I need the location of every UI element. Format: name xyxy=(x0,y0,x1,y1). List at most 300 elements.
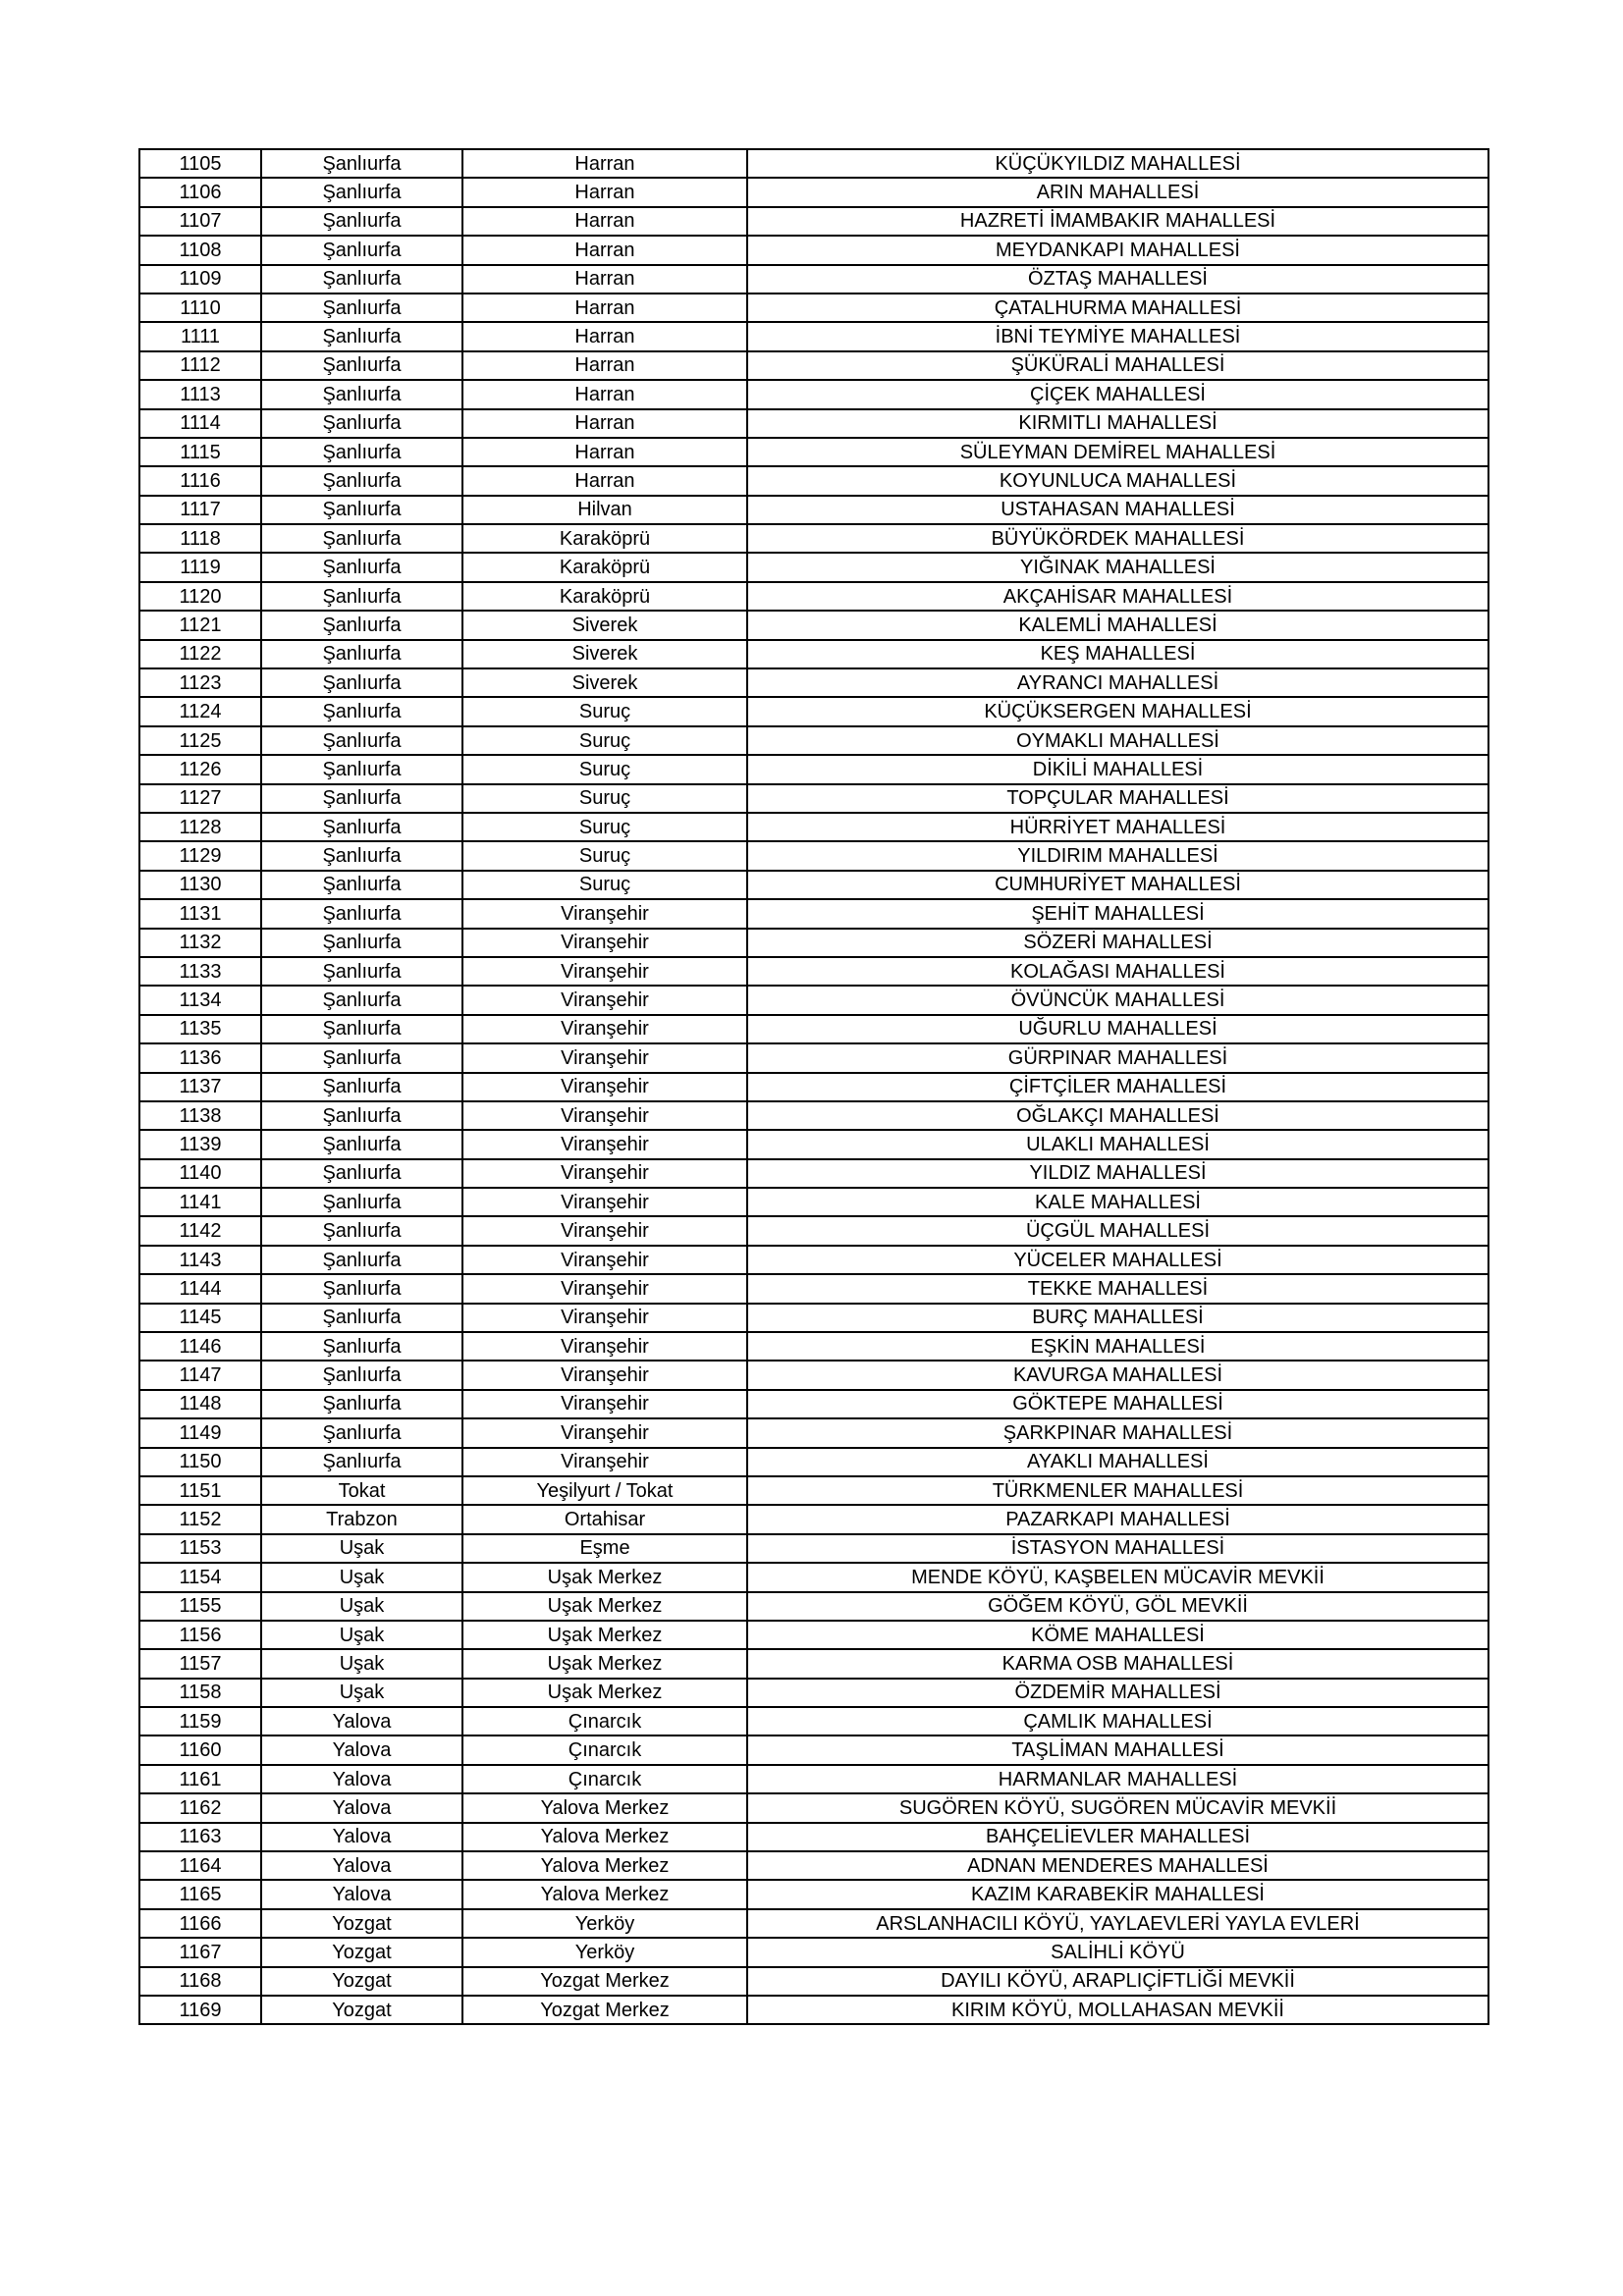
province-cell: Şanlıurfa xyxy=(261,178,462,206)
location-cell: CUMHURİYET MAHALLESİ xyxy=(747,871,1488,899)
province-cell: Tokat xyxy=(261,1476,462,1505)
province-cell: Şanlıurfa xyxy=(261,380,462,408)
table-row xyxy=(139,207,1488,236)
row-number-cell: 1154 xyxy=(139,1563,261,1591)
province-cell: Şanlıurfa xyxy=(261,1073,462,1101)
row-number-cell: 1161 xyxy=(139,1765,261,1793)
province-cell: Şanlıurfa xyxy=(261,755,462,783)
table-row xyxy=(139,1621,1488,1649)
table-row xyxy=(139,1448,1488,1476)
row-number-cell: 1165 xyxy=(139,1880,261,1908)
row-number-cell: 1141 xyxy=(139,1188,261,1216)
location-table xyxy=(138,148,1489,2025)
district-cell: Karaköprü xyxy=(462,524,747,553)
district-cell: Harran xyxy=(462,351,747,380)
district-cell: Harran xyxy=(462,149,747,178)
location-cell: ŞARKPINAR MAHALLESİ xyxy=(747,1418,1488,1447)
location-cell: BÜYÜKÖRDEK MAHALLESİ xyxy=(747,524,1488,553)
location-cell: KARMA OSB MAHALLESİ xyxy=(747,1649,1488,1678)
province-cell: Yozgat xyxy=(261,1967,462,1996)
district-cell: Suruç xyxy=(462,871,747,899)
province-cell: Şanlıurfa xyxy=(261,524,462,553)
district-cell: Ortahisar xyxy=(462,1505,747,1533)
district-cell: Uşak Merkez xyxy=(462,1563,747,1591)
location-cell: GÖKTEPE MAHALLESİ xyxy=(747,1390,1488,1418)
table-row xyxy=(139,1909,1488,1938)
table-row xyxy=(139,1880,1488,1908)
district-cell: Yerköy xyxy=(462,1909,747,1938)
location-cell: DAYILI KÖYÜ, ARAPLIÇİFTLİĞİ MEVKİİ xyxy=(747,1967,1488,1996)
district-cell: Uşak Merkez xyxy=(462,1649,747,1678)
location-cell: BAHÇELİEVLER MAHALLESİ xyxy=(747,1823,1488,1851)
row-number-cell: 1153 xyxy=(139,1534,261,1563)
location-cell: SALİHLİ KÖYÜ xyxy=(747,1938,1488,1966)
table-row xyxy=(139,524,1488,553)
district-cell: Harran xyxy=(462,438,747,466)
row-number-cell: 1130 xyxy=(139,871,261,899)
district-cell: Viranşehir xyxy=(462,1101,747,1130)
province-cell: Yozgat xyxy=(261,1938,462,1966)
province-cell: Şanlıurfa xyxy=(261,697,462,725)
table-row xyxy=(139,1304,1488,1332)
table-row xyxy=(139,986,1488,1014)
table-row xyxy=(139,1505,1488,1533)
row-number-cell: 1143 xyxy=(139,1246,261,1274)
row-number-cell: 1105 xyxy=(139,149,261,178)
table-row xyxy=(139,149,1488,178)
row-number-cell: 1151 xyxy=(139,1476,261,1505)
table-row xyxy=(139,697,1488,725)
table-row xyxy=(139,466,1488,495)
province-cell: Uşak xyxy=(261,1621,462,1649)
row-number-cell: 1129 xyxy=(139,841,261,870)
province-cell: Şanlıurfa xyxy=(261,1246,462,1274)
table-row xyxy=(139,813,1488,841)
province-cell: Şanlıurfa xyxy=(261,957,462,986)
table-row xyxy=(139,1938,1488,1966)
row-number-cell: 1136 xyxy=(139,1043,261,1072)
row-number-cell: 1118 xyxy=(139,524,261,553)
location-cell: BURÇ MAHALLESİ xyxy=(747,1304,1488,1332)
row-number-cell: 1139 xyxy=(139,1130,261,1158)
location-cell: OĞLAKÇI MAHALLESİ xyxy=(747,1101,1488,1130)
province-cell: Şanlıurfa xyxy=(261,1274,462,1303)
province-cell: Şanlıurfa xyxy=(261,1304,462,1332)
location-cell: SÜLEYMAN DEMİREL MAHALLESİ xyxy=(747,438,1488,466)
location-cell: ÖZTAŞ MAHALLESİ xyxy=(747,265,1488,294)
location-cell: KALEMLİ MAHALLESİ xyxy=(747,611,1488,639)
province-cell: Uşak xyxy=(261,1679,462,1707)
table-row xyxy=(139,929,1488,957)
province-cell: Şanlıurfa xyxy=(261,466,462,495)
province-cell: Yalova xyxy=(261,1765,462,1793)
province-cell: Şanlıurfa xyxy=(261,553,462,581)
district-cell: Siverek xyxy=(462,640,747,668)
district-cell: Suruç xyxy=(462,726,747,755)
province-cell: Şanlıurfa xyxy=(261,1130,462,1158)
row-number-cell: 1155 xyxy=(139,1592,261,1621)
location-cell: ADNAN MENDERES MAHALLESİ xyxy=(747,1851,1488,1880)
district-cell: Siverek xyxy=(462,611,747,639)
table-row xyxy=(139,1679,1488,1707)
row-number-cell: 1140 xyxy=(139,1159,261,1188)
province-cell: Şanlıurfa xyxy=(261,1159,462,1188)
location-cell: ÇAMLIK MAHALLESİ xyxy=(747,1707,1488,1735)
province-cell: Şanlıurfa xyxy=(261,841,462,870)
province-cell: Şanlıurfa xyxy=(261,409,462,438)
table-row xyxy=(139,1418,1488,1447)
row-number-cell: 1115 xyxy=(139,438,261,466)
row-number-cell: 1164 xyxy=(139,1851,261,1880)
location-cell: YÜCELER MAHALLESİ xyxy=(747,1246,1488,1274)
district-cell: Uşak Merkez xyxy=(462,1621,747,1649)
location-cell: KÜÇÜKYILDIZ MAHALLESİ xyxy=(747,149,1488,178)
table-row xyxy=(139,553,1488,581)
table-row xyxy=(139,1073,1488,1101)
row-number-cell: 1169 xyxy=(139,1996,261,2024)
row-number-cell: 1131 xyxy=(139,899,261,928)
district-cell: Suruç xyxy=(462,697,747,725)
district-cell: Harran xyxy=(462,294,747,322)
row-number-cell: 1121 xyxy=(139,611,261,639)
district-cell: Harran xyxy=(462,322,747,350)
location-cell: ARSLANHACILI KÖYÜ, YAYLAEVLERİ YAYLA EVLERİ xyxy=(747,1909,1488,1938)
province-cell: Şanlıurfa xyxy=(261,351,462,380)
district-cell: Viranşehir xyxy=(462,1015,747,1043)
district-cell: Yalova Merkez xyxy=(462,1851,747,1880)
district-cell: Yozgat Merkez xyxy=(462,1967,747,1996)
row-number-cell: 1162 xyxy=(139,1793,261,1822)
row-number-cell: 1119 xyxy=(139,553,261,581)
district-cell: Viranşehir xyxy=(462,929,747,957)
table-row xyxy=(139,1996,1488,2024)
location-cell: YILDIZ MAHALLESİ xyxy=(747,1159,1488,1188)
table-row xyxy=(139,1188,1488,1216)
district-cell: Suruç xyxy=(462,813,747,841)
row-number-cell: 1109 xyxy=(139,265,261,294)
province-cell: Şanlıurfa xyxy=(261,1361,462,1389)
row-number-cell: 1123 xyxy=(139,668,261,697)
district-cell: Viranşehir xyxy=(462,1332,747,1361)
district-cell: Uşak Merkez xyxy=(462,1592,747,1621)
location-cell: ÜÇGÜL MAHALLESİ xyxy=(747,1216,1488,1245)
district-cell: Viranşehir xyxy=(462,1304,747,1332)
location-cell: ÖVÜNCÜK MAHALLESİ xyxy=(747,986,1488,1014)
row-number-cell: 1125 xyxy=(139,726,261,755)
table-row xyxy=(139,668,1488,697)
district-cell: Viranşehir xyxy=(462,1361,747,1389)
row-number-cell: 1108 xyxy=(139,236,261,264)
row-number-cell: 1116 xyxy=(139,466,261,495)
table-body xyxy=(139,149,1488,2024)
province-cell: Yalova xyxy=(261,1735,462,1764)
district-cell: Viranşehir xyxy=(462,1159,747,1188)
location-cell: KOYUNLUCA MAHALLESİ xyxy=(747,466,1488,495)
location-cell: AKÇAHİSAR MAHALLESİ xyxy=(747,582,1488,611)
location-cell: TÜRKMENLER MAHALLESİ xyxy=(747,1476,1488,1505)
location-cell: HARMANLAR MAHALLESİ xyxy=(747,1765,1488,1793)
table-row xyxy=(139,496,1488,524)
location-cell: TAŞLİMAN MAHALLESİ xyxy=(747,1735,1488,1764)
province-cell: Yalova xyxy=(261,1823,462,1851)
row-number-cell: 1144 xyxy=(139,1274,261,1303)
table-row xyxy=(139,1274,1488,1303)
location-cell: KOLAĞASI MAHALLESİ xyxy=(747,957,1488,986)
district-cell: Harran xyxy=(462,265,747,294)
province-cell: Şanlıurfa xyxy=(261,294,462,322)
table-row xyxy=(139,784,1488,813)
province-cell: Uşak xyxy=(261,1534,462,1563)
location-cell: İSTASYON MAHALLESİ xyxy=(747,1534,1488,1563)
province-cell: Uşak xyxy=(261,1649,462,1678)
district-cell: Harran xyxy=(462,236,747,264)
row-number-cell: 1132 xyxy=(139,929,261,957)
location-cell: ÇATALHURMA MAHALLESİ xyxy=(747,294,1488,322)
province-cell: Şanlıurfa xyxy=(261,496,462,524)
row-number-cell: 1152 xyxy=(139,1505,261,1533)
row-number-cell: 1128 xyxy=(139,813,261,841)
province-cell: Şanlıurfa xyxy=(261,236,462,264)
province-cell: Şanlıurfa xyxy=(261,611,462,639)
province-cell: Şanlıurfa xyxy=(261,438,462,466)
location-cell: OYMAKLI MAHALLESİ xyxy=(747,726,1488,755)
row-number-cell: 1117 xyxy=(139,496,261,524)
row-number-cell: 1166 xyxy=(139,1909,261,1938)
province-cell: Şanlıurfa xyxy=(261,986,462,1014)
province-cell: Şanlıurfa xyxy=(261,640,462,668)
location-cell: GÖĞEM KÖYÜ, GÖL MEVKİİ xyxy=(747,1592,1488,1621)
row-number-cell: 1112 xyxy=(139,351,261,380)
province-cell: Yalova xyxy=(261,1851,462,1880)
district-cell: Suruç xyxy=(462,755,747,783)
province-cell: Yozgat xyxy=(261,1909,462,1938)
table-row xyxy=(139,1246,1488,1274)
province-cell: Şanlıurfa xyxy=(261,322,462,350)
location-cell: KALE MAHALLESİ xyxy=(747,1188,1488,1216)
district-cell: Viranşehir xyxy=(462,1130,747,1158)
location-cell: SÖZERİ MAHALLESİ xyxy=(747,929,1488,957)
table-row xyxy=(139,1793,1488,1822)
location-cell: KAVURGA MAHALLESİ xyxy=(747,1361,1488,1389)
row-number-cell: 1150 xyxy=(139,1448,261,1476)
province-cell: Şanlıurfa xyxy=(261,265,462,294)
table-row xyxy=(139,409,1488,438)
location-cell: SUGÖREN KÖYÜ, SUGÖREN MÜCAVİR MEVKİİ xyxy=(747,1793,1488,1822)
location-cell: ULAKLI MAHALLESİ xyxy=(747,1130,1488,1158)
row-number-cell: 1148 xyxy=(139,1390,261,1418)
row-number-cell: 1147 xyxy=(139,1361,261,1389)
table-row xyxy=(139,1216,1488,1245)
province-cell: Şanlıurfa xyxy=(261,1390,462,1418)
table-row xyxy=(139,1130,1488,1158)
table-row xyxy=(139,1159,1488,1188)
table-row xyxy=(139,1592,1488,1621)
table-row xyxy=(139,611,1488,639)
location-cell: ÇİÇEK MAHALLESİ xyxy=(747,380,1488,408)
table-row xyxy=(139,1476,1488,1505)
location-cell: AYAKLI MAHALLESİ xyxy=(747,1448,1488,1476)
table-row xyxy=(139,236,1488,264)
location-cell: YILDIRIM MAHALLESİ xyxy=(747,841,1488,870)
row-number-cell: 1168 xyxy=(139,1967,261,1996)
table-row xyxy=(139,1534,1488,1563)
province-cell: Şanlıurfa xyxy=(261,1043,462,1072)
province-cell: Şanlıurfa xyxy=(261,1101,462,1130)
row-number-cell: 1126 xyxy=(139,755,261,783)
location-cell: HAZRETİ İMAMBAKIR MAHALLESİ xyxy=(747,207,1488,236)
province-cell: Şanlıurfa xyxy=(261,726,462,755)
province-cell: Şanlıurfa xyxy=(261,149,462,178)
table-row xyxy=(139,178,1488,206)
province-cell: Şanlıurfa xyxy=(261,871,462,899)
row-number-cell: 1163 xyxy=(139,1823,261,1851)
district-cell: Karaköprü xyxy=(462,553,747,581)
table-row xyxy=(139,294,1488,322)
location-cell: EŞKİN MAHALLESİ xyxy=(747,1332,1488,1361)
location-cell: AYRANCI MAHALLESİ xyxy=(747,668,1488,697)
district-cell: Yeşilyurt / Tokat xyxy=(462,1476,747,1505)
table-row xyxy=(139,1390,1488,1418)
table-row xyxy=(139,322,1488,350)
table-row xyxy=(139,582,1488,611)
district-cell: Uşak Merkez xyxy=(462,1679,747,1707)
row-number-cell: 1157 xyxy=(139,1649,261,1678)
location-cell: UĞURLU MAHALLESİ xyxy=(747,1015,1488,1043)
province-cell: Şanlıurfa xyxy=(261,784,462,813)
table-row xyxy=(139,1563,1488,1591)
district-cell: Viranşehir xyxy=(462,1216,747,1245)
location-cell: DİKİLİ MAHALLESİ xyxy=(747,755,1488,783)
location-cell: KÖME MAHALLESİ xyxy=(747,1621,1488,1649)
district-cell: Viranşehir xyxy=(462,957,747,986)
location-cell: ŞÜKÜRALİ MAHALLESİ xyxy=(747,351,1488,380)
district-cell: Harran xyxy=(462,178,747,206)
row-number-cell: 1120 xyxy=(139,582,261,611)
province-cell: Şanlıurfa xyxy=(261,1332,462,1361)
location-cell: ŞEHİT MAHALLESİ xyxy=(747,899,1488,928)
province-cell: Yalova xyxy=(261,1793,462,1822)
table-row xyxy=(139,1967,1488,1996)
row-number-cell: 1158 xyxy=(139,1679,261,1707)
location-cell: MEYDANKAPI MAHALLESİ xyxy=(747,236,1488,264)
table-row xyxy=(139,1332,1488,1361)
location-cell: ARIN MAHALLESİ xyxy=(747,178,1488,206)
district-cell: Yozgat Merkez xyxy=(462,1996,747,2024)
table-row xyxy=(139,1101,1488,1130)
district-cell: Siverek xyxy=(462,668,747,697)
table-row xyxy=(139,755,1488,783)
row-number-cell: 1137 xyxy=(139,1073,261,1101)
district-cell: Harran xyxy=(462,409,747,438)
district-cell: Eşme xyxy=(462,1534,747,1563)
row-number-cell: 1110 xyxy=(139,294,261,322)
district-cell: Harran xyxy=(462,207,747,236)
table-row xyxy=(139,1851,1488,1880)
district-cell: Viranşehir xyxy=(462,1274,747,1303)
location-cell: KIRMITLI MAHALLESİ xyxy=(747,409,1488,438)
table-row xyxy=(139,1015,1488,1043)
row-number-cell: 1111 xyxy=(139,322,261,350)
district-cell: Viranşehir xyxy=(462,1043,747,1072)
location-cell: YIĞINAK MAHALLESİ xyxy=(747,553,1488,581)
province-cell: Şanlıurfa xyxy=(261,1448,462,1476)
district-cell: Yalova Merkez xyxy=(462,1823,747,1851)
district-cell: Viranşehir xyxy=(462,1188,747,1216)
province-cell: Şanlıurfa xyxy=(261,929,462,957)
district-cell: Hilvan xyxy=(462,496,747,524)
province-cell: Şanlıurfa xyxy=(261,1216,462,1245)
location-cell: KAZIM KARABEKİR MAHALLESİ xyxy=(747,1880,1488,1908)
table-row xyxy=(139,726,1488,755)
row-number-cell: 1167 xyxy=(139,1938,261,1966)
row-number-cell: 1113 xyxy=(139,380,261,408)
location-cell: TEKKE MAHALLESİ xyxy=(747,1274,1488,1303)
district-cell: Viranşehir xyxy=(462,1390,747,1418)
row-number-cell: 1106 xyxy=(139,178,261,206)
table-row xyxy=(139,438,1488,466)
row-number-cell: 1142 xyxy=(139,1216,261,1245)
province-cell: Şanlıurfa xyxy=(261,1418,462,1447)
province-cell: Uşak xyxy=(261,1592,462,1621)
district-cell: Suruç xyxy=(462,841,747,870)
province-cell: Şanlıurfa xyxy=(261,1188,462,1216)
location-cell: PAZARKAPI MAHALLESİ xyxy=(747,1505,1488,1533)
province-cell: Şanlıurfa xyxy=(261,207,462,236)
location-cell: ÇİFTÇİLER MAHALLESİ xyxy=(747,1073,1488,1101)
location-cell: KIRIM KÖYÜ, MOLLAHASAN MEVKİİ xyxy=(747,1996,1488,2024)
row-number-cell: 1124 xyxy=(139,697,261,725)
province-cell: Şanlıurfa xyxy=(261,899,462,928)
row-number-cell: 1156 xyxy=(139,1621,261,1649)
province-cell: Şanlıurfa xyxy=(261,1015,462,1043)
row-number-cell: 1107 xyxy=(139,207,261,236)
district-cell: Yalova Merkez xyxy=(462,1793,747,1822)
district-cell: Suruç xyxy=(462,784,747,813)
location-cell: ÖZDEMİR MAHALLESİ xyxy=(747,1679,1488,1707)
table-row xyxy=(139,1649,1488,1678)
district-cell: Yalova Merkez xyxy=(462,1880,747,1908)
table-row xyxy=(139,1823,1488,1851)
district-cell: Çınarcık xyxy=(462,1735,747,1764)
location-cell: KÜÇÜKSERGEN MAHALLESİ xyxy=(747,697,1488,725)
district-cell: Viranşehir xyxy=(462,1448,747,1476)
row-number-cell: 1149 xyxy=(139,1418,261,1447)
row-number-cell: 1138 xyxy=(139,1101,261,1130)
location-cell: USTAHASAN MAHALLESİ xyxy=(747,496,1488,524)
row-number-cell: 1146 xyxy=(139,1332,261,1361)
table-row xyxy=(139,380,1488,408)
district-cell: Viranşehir xyxy=(462,986,747,1014)
table-row xyxy=(139,1735,1488,1764)
district-cell: Yerköy xyxy=(462,1938,747,1966)
location-cell: TOPÇULAR MAHALLESİ xyxy=(747,784,1488,813)
location-cell: HÜRRİYET MAHALLESİ xyxy=(747,813,1488,841)
province-cell: Trabzon xyxy=(261,1505,462,1533)
district-cell: Çınarcık xyxy=(462,1707,747,1735)
district-cell: Viranşehir xyxy=(462,1073,747,1101)
table-row xyxy=(139,1765,1488,1793)
row-number-cell: 1114 xyxy=(139,409,261,438)
table-row xyxy=(139,871,1488,899)
row-number-cell: 1133 xyxy=(139,957,261,986)
location-cell: İBNİ TEYMİYE MAHALLESİ xyxy=(747,322,1488,350)
location-cell: MENDE KÖYÜ, KAŞBELEN MÜCAVİR MEVKİİ xyxy=(747,1563,1488,1591)
table-row xyxy=(139,899,1488,928)
district-cell: Harran xyxy=(462,380,747,408)
district-cell: Harran xyxy=(462,466,747,495)
table-row xyxy=(139,1707,1488,1735)
location-cell: GÜRPINAR MAHALLESİ xyxy=(747,1043,1488,1072)
